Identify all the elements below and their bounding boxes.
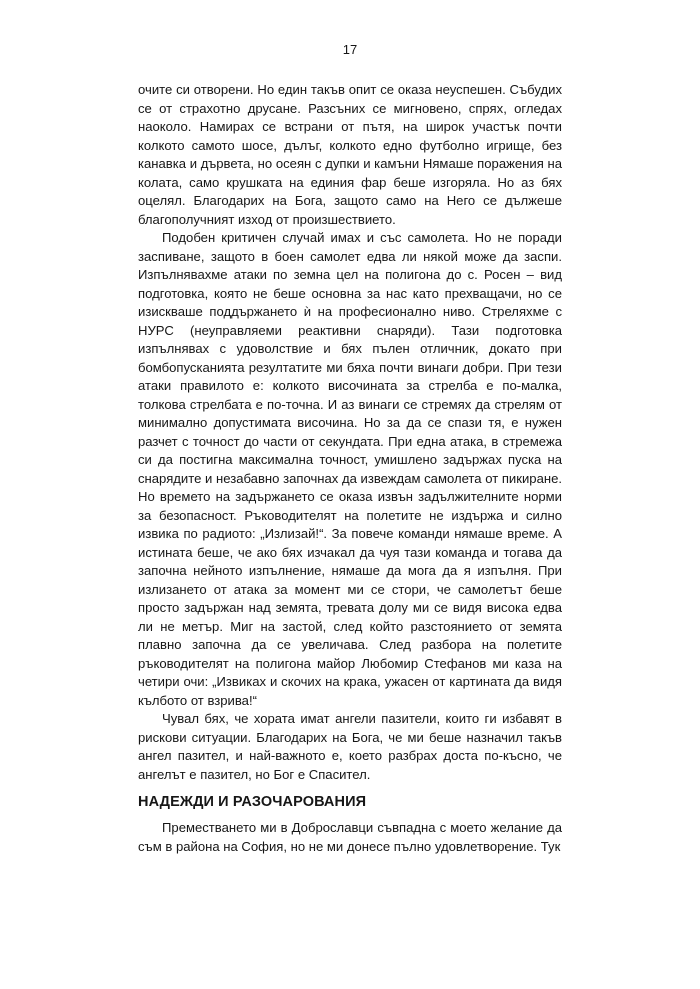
page-body — [138, 81, 562, 856]
paragraph-4: Преместването ми в Доброславци съвпадна с моето желание да съм в района на София, но не ми донесе пълно удовлетворение. Тук — [138, 820, 562, 854]
paragraph-1: очите си отворени. Но един такъв опит се оказа неуспешен. Събудих се от страхотно друсане. Разсъних се мигновено, спрях, огледах наоколо. Намирах се встрани от пътя, на широк участък почти колкото самото шосе, дълъг, колкото едно футболно игрище, без канавка и дървета, но осеян с дупки и камъни Нямаше поражения на колата, само крушката на единия фар беше изгоряла. Но аз бях оцелял. Благодарих на Бога, защото само на Него се дължеше благополучният изход от произшествието. — [138, 82, 562, 227]
section-heading: НАДЕЖДИ И РАЗОЧАРОВАНИЯ — [138, 794, 367, 810]
paragraph-2: Подобен критичен случай имах и със самолета. Но не поради заспиване, защото в боен самолет едва ли някой може да заспи. Изпълнявахме атаки по земна цел на полигона до с. Росен – вид подготовка, която не беше основна за нас като прехващачи, но се изискваше поддържането ѝ на професионално ниво. Стреляхме с НУРС (неуправляеми реактивни снаряди). Тази подготовка изпълнявах с удоволствие и бях пълен отличник, докато при бомбопусканията резултатите ми бяха почти винаги добри. При тези атаки правилото е: колкото височината за стрелба е по-малка, толкова стрелбата е по-точна. И аз винаги се стремях да стрелям от минимално допустимата височина. Но за да се спази тя, е нужен разчет с точност до части от секундата. При една атака, в стремежа си да постигна максимална точност, умишлено задържах пуска на снарядите и незабавно започнах да извеждам самолета от пикиране. Но времето на задържането се оказа извън задължителните норми за безопасност. Ръководителят на полетите не издържа и силно извика по радиото: „Излизай!“. За повече команди нямаше време. А истината беше, че ако бях изчакал да чуя тази команда и тогава да започна нейното изпълнение, нямаше да мога да я изпълня. При излизането от атака за момент ми се стори, че самолетът беше просто задържан над земята, тревата долу ми се видя висока едва ли не метър. Миг на застой, след който разстоянието от земята плавно започна да се увеличава. След разбора на полетите ръководителят на полигона майор Любомир Стефанов ми каза на четири очи: „Извиках и скочих на крака, ужасен от картината да видя кълбото от взрива!“ — [138, 230, 562, 708]
page-number: 17 — [342, 42, 358, 57]
paragraph-3: Чувал бях, че хората имат ангели пазители, които ги избавят в рискови ситуации. Благодарих на Бога, че ми беше назначил такъв ангел пазител, и най-важното е, което разбрах доста по-късно, че ангелът е пазител, но Бог е Спасител. — [138, 711, 562, 782]
